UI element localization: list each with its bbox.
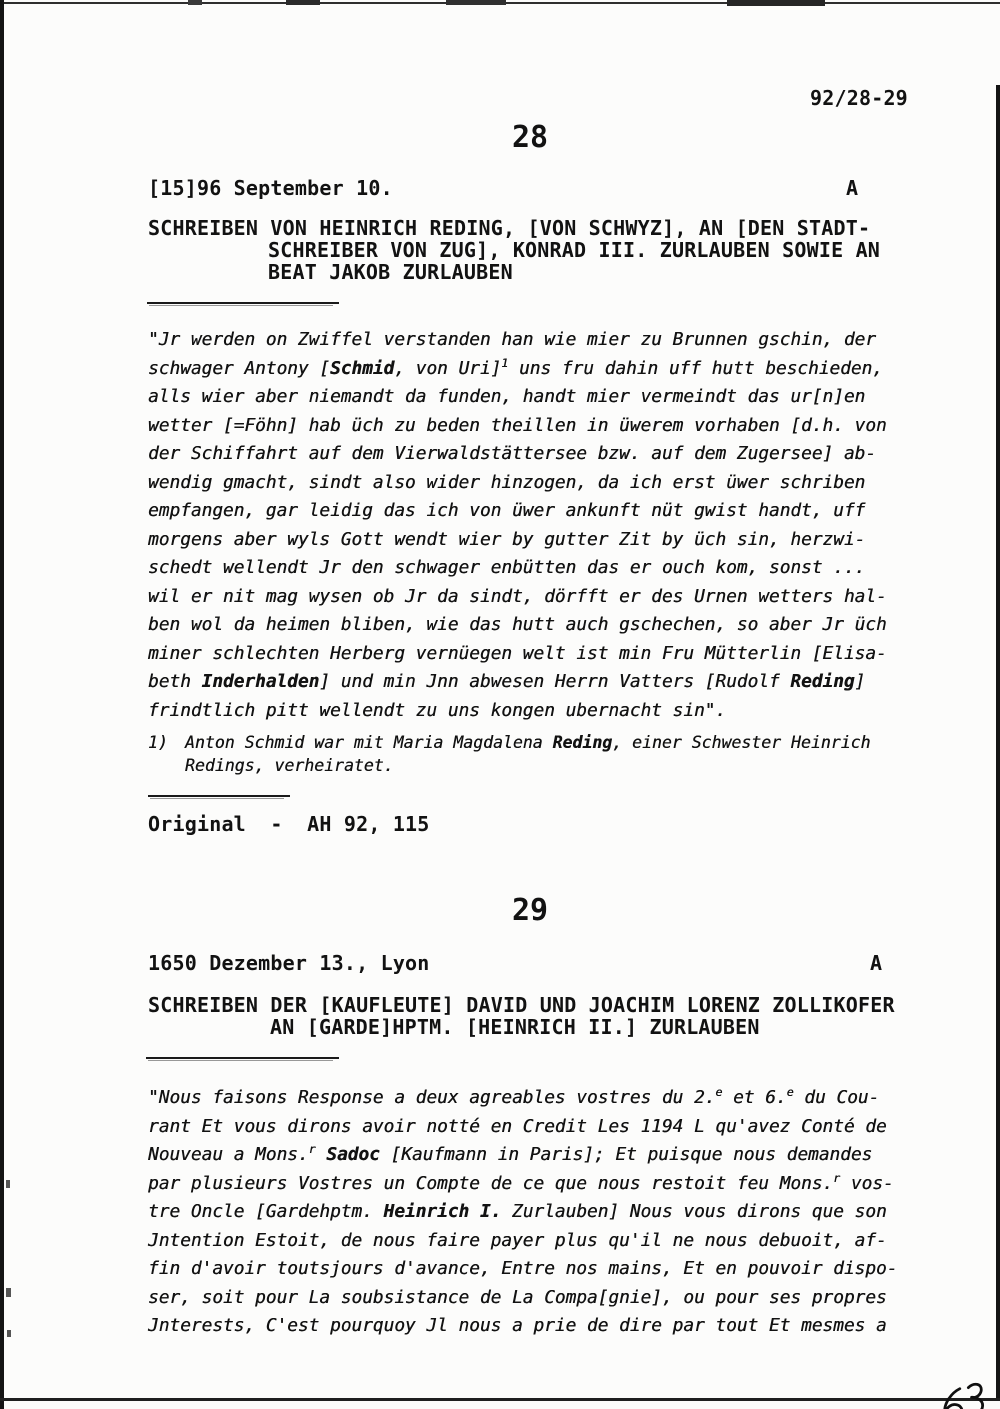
text-line: ser, soit pour La soubsistance de La Compa[gnie], ou pour ses propres [148,1286,887,1308]
text-line: miner schlechten Herberg vernüegen welt ist min Fru Mütterlin [Elisa- [148,642,887,664]
text-line: wetter [=Föhn] hab üch zu beden theillen in üwerem vorhaben [d.h. von [148,414,887,436]
text-line: Jnterests, C'est pourquoy Jl nous a prie de dire par tout Et mesmes a [148,1315,887,1336]
text-line: Anton Schmid war mit Maria Magdalena Reding, einer Schwester Heinrich [185,733,871,752]
entry28-footnote [185,731,925,777]
archive-reference: 92/28-29 [810,86,908,110]
text-line: empfangen, gar leidig das ich von üwer ankunft nüt gwist handt, uff [148,500,866,521]
entry-number-28: 28 [512,120,549,155]
entry28-source: Original - AH 92, 115 [148,812,430,836]
entry29-marker: A [870,951,883,975]
handwritten-folio-number [938,1340,988,1409]
scan-edge-left [0,0,4,1409]
handwritten-63-glyph [938,1378,988,1409]
scan-speck [6,1180,10,1188]
text-line: schedt wellendt Jr den schwager enbütten das er ouch kom, sonst ... [148,557,866,578]
divider [148,795,290,797]
text-line: ben wol da heimen bliben, wie das hutt auch gschechen, so aber Jr üch [148,614,887,635]
entry28-title-line: SCHREIBEN VON HEINRICH REDING, [VON SCHWYZ], AN [DEN STADT- [148,216,871,240]
text-line: der Schiffahrt auf dem Vierwaldstättersee bzw. auf dem Zugersee] ab- [148,443,876,464]
divider [147,302,339,304]
scan-smudge [286,0,320,5]
text-line: frindtlich pitt wellendt zu uns kongen ubernacht sin". [148,699,727,721]
text-line: par plusieurs Vostres un Compte de ce que nous restoit feu Mons.$^r$ vos- [148,1170,894,1194]
entry-number-29: 29 [512,893,549,928]
scan-smudge [188,0,202,5]
entry28-title-line: BEAT JAKOB ZURLAUBEN [268,260,513,284]
text-line: beth Inderhalden] und min Jnn abwesen Herrn Vatters [Rudolf Reding] [148,671,866,692]
scan-edge-bottom [0,1398,1000,1401]
text-line: wendig gmacht, sindt also wider hinzogen, da ich erst üwer schriben [148,471,866,493]
text-line: tre Oncle [Gardehptm. Heinrich I. Zurlauben] Nous vous dirons que son [148,1201,887,1222]
text-line: wil er nit mag wysen ob Jr da sindt, dörfft er des Urnen wetters hal- [148,585,887,607]
entry28-footnote-marker: 1) [148,733,168,752]
scan-speck [6,1288,11,1297]
entry29-date: 1650 Dezember 13., Lyon [148,951,430,975]
scan-speck [7,1330,11,1337]
entry29-quotation [148,1084,948,1341]
entry28-quotation [148,326,938,725]
scan-smudge [727,0,825,6]
scan-smudge [446,0,506,5]
text-line: alls wier aber niemandt da funden, handt mier vermeindt das ur[n]en [148,386,866,407]
text-line: rant Et vous dirons avoir notté en Credit Les 1194 L qu'avez Conté de [148,1115,887,1137]
text-line: schwager Antony [Schmid, von Uri]$^1$ uns fru dahin uff hutt beschieden, [148,355,883,379]
text-line: "Jr werden on Zwiffel verstanden han wie mier zu Brunnen gschin, der [148,329,876,350]
text-line: fin d'avoir toutsjours d'avance, Entre nos mains, Et en pouvoir dispo- [148,1258,898,1279]
divider [146,1057,339,1059]
text-line: Nouveau a Mons.$^r$ Sadoc [Kaufmann in Paris]; Et puisque nous demandes [148,1142,873,1165]
text-line: morgens aber wyls Gott wendt wier by gutter Zit by üch sin, herzwi- [148,528,866,550]
text-line: "Nous faisons Response a deux agreables vostres du 2.$^e$ et 6.$^e$ du Cou- [148,1085,880,1108]
entry29-title-line: SCHREIBEN DER [KAUFLEUTE] DAVID UND JOACHIM LORENZ ZOLLIKOFER [148,993,895,1017]
entry28-marker: A [846,176,859,200]
text-line: Jntention Estoit, de nous faire payer plus qu'il ne nous debuoit, af- [148,1229,887,1251]
entry28-title-line: SCHREIBER VON ZUG], KONRAD III. ZURLAUBEN SOWIE AN [268,238,881,262]
entry29-title-line: AN [GARDE]HPTM. [HEINRICH II.] ZURLAUBEN [270,1015,760,1039]
text-line: Redings, verheiratet. [185,756,394,775]
scan-edge-right [996,85,1000,1400]
entry28-date: [15]96 September 10. [148,176,393,200]
